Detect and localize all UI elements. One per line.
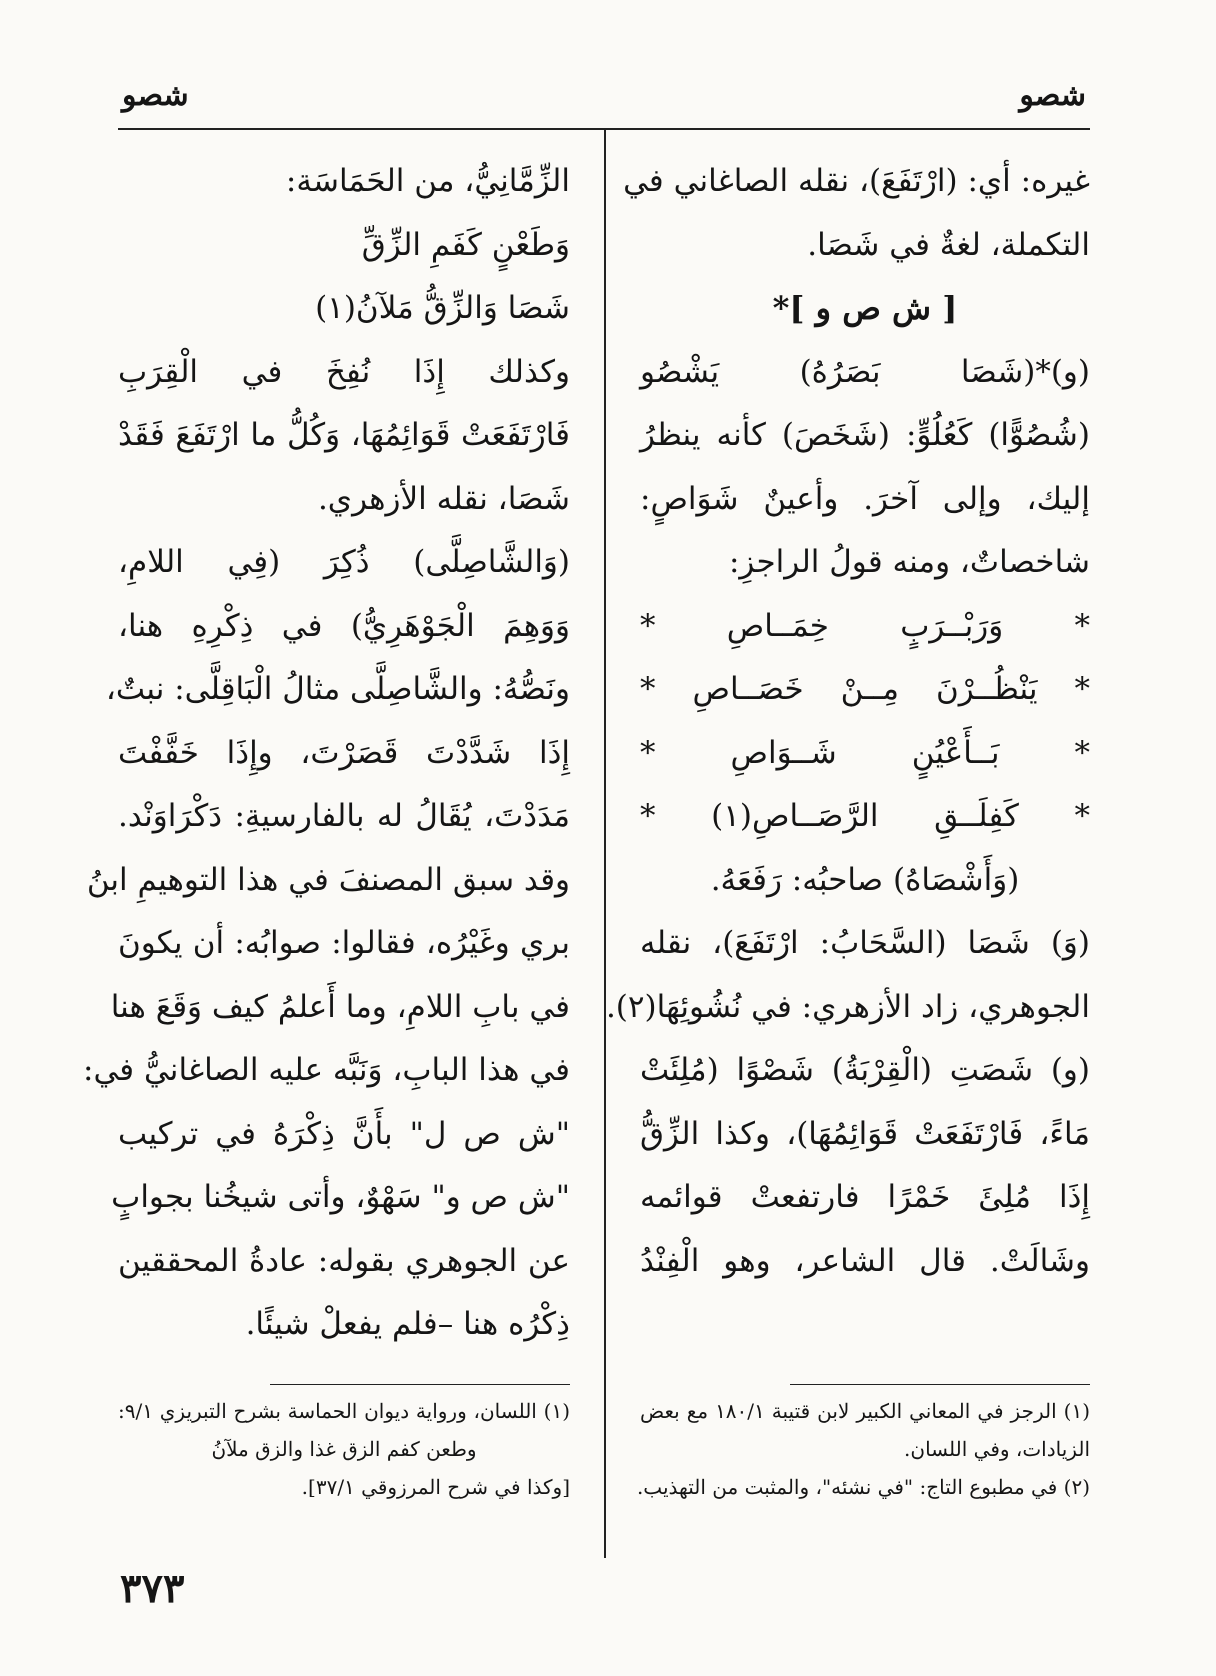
text-line: إِذَا شَدَّدْتَ قَصَرْتَ، وإِذَا خَفَّفْتَ (118, 734, 570, 771)
text-line: (١) اللسان، ورواية ديوان الحماسة بشرح التبريزي ٩/١: (118, 1399, 570, 1423)
left-column (83, 150, 570, 1357)
text-line: في بابِ اللامِ، وما أَعلمُ كيف وَقَعَ هنا (110, 988, 570, 1025)
text-line: الزيادات، وفي اللسان. (904, 1437, 1090, 1461)
text-line: "ش ص و" سَهْوٌ، وأتى شيخُنا بجوابٍ (111, 1179, 570, 1215)
text-line: شَصَا وَالزِّقُّ مَلآنُ(١) (315, 290, 570, 326)
text-line: وَطَعْنٍ كَفَمِ الزِّقِّ (361, 226, 570, 263)
verse-line: * يَنْظُــرْنَ مِــنْ خَصَــاصِ * (640, 671, 1090, 707)
text-line: ونَصُّهُ: والشَّاصِلَّى مثالُ الْبَاقِلَّى: نبتٌ، (105, 671, 570, 707)
text-line: (شُصُوًّا) كَعُلُوٍّ: (شَخَصَ) كأنه ينظرُ (640, 417, 1090, 453)
text-line: عن الجوهري بقوله: عادةُ المحققين (118, 1242, 570, 1279)
text-line: إليك، وإلى آخرَ. وأعينٌ شَوَاصٍ: (640, 480, 1090, 517)
text-line: (و) شَصَتِ (الْقِرْبَةُ) شَصْوًا (مُلِئَتْ (640, 1052, 1090, 1088)
text-line: مَدَدْتَ، يُقَالُ له بالفارسيةِ: دَكْرَاوَنْد. (118, 798, 570, 834)
text-line: (و)*(شَصَا بَصَرُهُ) يَشْصُو (640, 353, 1090, 390)
text-line: بري وغَيْرُه، فقالوا: صوابُه: أن يكونَ (118, 925, 570, 961)
verse-line: * كَفِلَــقِ الرَّصَــاصِ(١) * (640, 798, 1090, 834)
text-line: وَوَهِمَ الْجَوْهَرِيُّ) في ذِكْرِهِ هنا، (118, 607, 570, 644)
text-line: "ش ص ل" بأَنَّ ذِكْرَهُ في تركيب (118, 1115, 570, 1152)
text-line: (٢) في مطبوع التاج: "في نشئه"، والمثبت من التهذيب. (636, 1475, 1090, 1499)
text-line: إِذَا مُلِئَ خَمْرًا فارتفعتْ قوائمه (640, 1179, 1090, 1215)
page-number: ٣٧٣ (120, 1565, 185, 1612)
text-line: [وكذا في شرح المرزوقي ٣٧/١]. (301, 1475, 570, 1499)
text-line: فَارْتَفَعَتْ قَوَائِمُهَا، وَكُلُّ ما ارْتَفَعَ فَقَدْ (118, 417, 570, 453)
text-line: شاخصاتٌ، ومنه قولُ الراجزِ: (728, 544, 1090, 580)
running-head-right: شصو (1019, 78, 1086, 113)
footnotes-right (636, 1392, 1090, 1506)
text-line: غيره: أي: (ارْتَفَعَ)، نقله الصاغاني في (623, 163, 1090, 199)
right-column (605, 150, 1090, 1293)
entry-heading: [ ش ص و ]* (772, 289, 958, 327)
footnote-rule-right (790, 1384, 1090, 1385)
text-line: (وَأَشْصَاهُ) صاحبُه: رَفَعَهُ. (710, 861, 1020, 898)
text-line: وشَالَتْ. قال الشاعر، وهو الْفِنْدُ (640, 1242, 1090, 1279)
text-line: التكملة، لغةٌ في شَصَا. (807, 226, 1090, 263)
footnotes-left (118, 1392, 570, 1506)
footnote-rule-left (270, 1384, 570, 1385)
text-line: مَاءً، فَارْتَفَعَتْ قَوَائِمُهَا)، وكذا الزِّقُّ (640, 1115, 1090, 1152)
text-line: وكذلك إِذَا نُفِخَ في الْقِرَبِ (118, 353, 570, 390)
text-line: الزِّمَّانِيُّ، من الحَمَاسَة: (285, 163, 570, 199)
verse-line: * بَــأَعْيُنٍ شَــوَاصِ * (640, 734, 1090, 771)
text-line: ذِكْرُه هنا –فلم يفعلْ شيئًا. (245, 1306, 570, 1342)
text-line: (١) الرجز في المعاني الكبير لابن قتيبة ١٨٠/١ مع بعض (640, 1399, 1090, 1423)
text-line: (وَ) شَصَا (السَّحَابُ: ارْتَفَعَ)، نقله (640, 925, 1090, 961)
running-head-left: شصو (122, 78, 189, 113)
text-line: الجوهري، زاد الأزهري: في نُشُوئِهَا(٢). (605, 988, 1090, 1025)
text-line: شَصَا، نقله الأزهري. (317, 480, 570, 517)
column-divider (604, 130, 606, 1558)
text-line: في هذا البابِ، وَنَبَّه عليه الصاغانيُّ في: (83, 1052, 570, 1088)
text-line: وقد سبق المصنفَ في هذا التوهيمِ ابنُ (86, 861, 570, 898)
verse-line: * وَرَبْــرَبٍ خِمَــاصِ * (640, 607, 1090, 644)
text-line: وطعن كفم الزق غذا والزق ملآنُ (211, 1437, 477, 1461)
text-line: (وَالشَّاصِلَّى) ذُكِرَ (فِي اللامِ، (118, 544, 570, 580)
